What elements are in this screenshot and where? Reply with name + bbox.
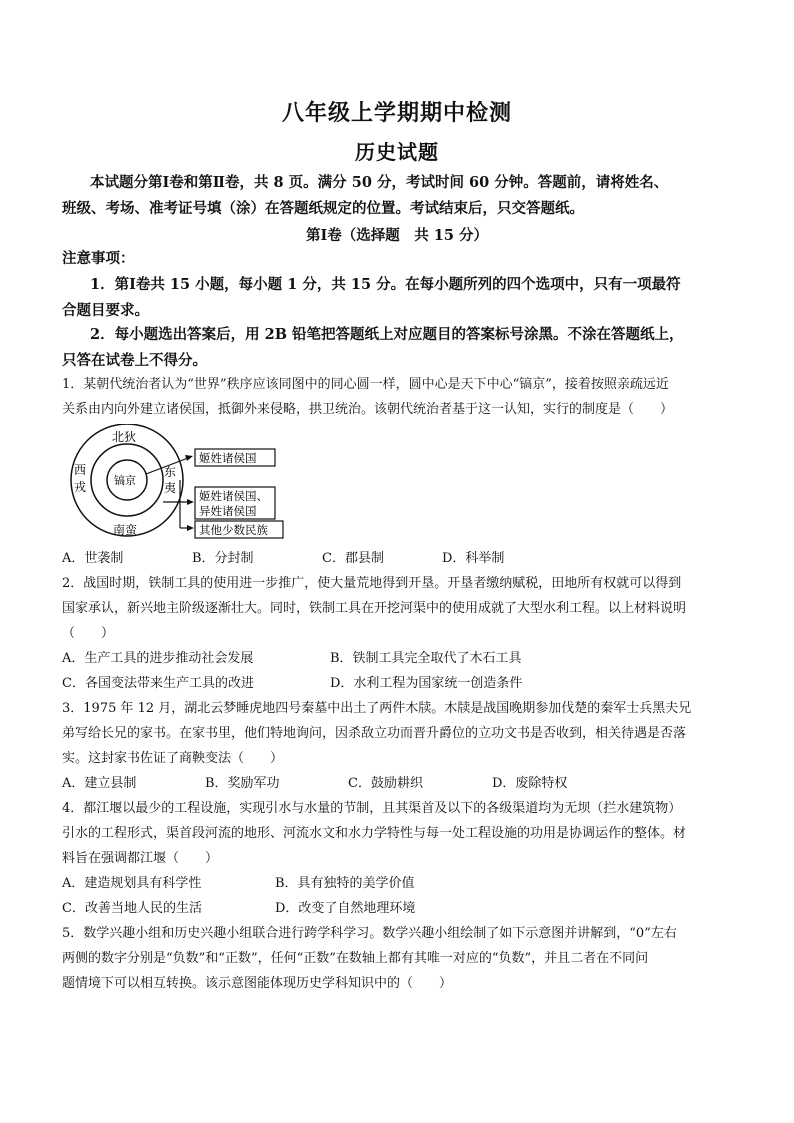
- question-2-options: [62, 646, 742, 696]
- option-c[interactable]: C．郡县制: [322, 551, 384, 566]
- option-a[interactable]: A．世袭制: [62, 551, 124, 566]
- note-2-line-2: 只答在试卷上不得分。: [62, 352, 207, 369]
- exam-title: 八年级上学期期中检测: [281, 100, 512, 126]
- question-text-line: 1．某朝代统治者认为“世界”秩序应该同图中的同心圆一样，圆中心是天下中心“镐京”，接着按照亲疏远近: [62, 377, 669, 392]
- question-text-line: 引水的工程形式，渠首段河流的地形、河流水文和水力学特性与每一处工程设施的功用是协调运作的整体。材: [62, 826, 687, 841]
- label-center: 镐京: [114, 474, 136, 487]
- question-text-line: 5．数学兴趣小组和历史兴趣小组联合进行跨学科学习。数学兴趣小组绘制了如下示意图并讲解到，“0”左右: [62, 926, 677, 941]
- note-1-line-2: 合题目要求。: [62, 302, 149, 319]
- question-3: [62, 696, 742, 771]
- question-text-line: 2．战国时期，铁制工具的使用进一步推广，使大量荒地得到开垦。开垦者缴纳赋税，田地所有权就可以得到: [62, 576, 682, 591]
- option-c[interactable]: C．鼓励耕织: [348, 776, 423, 791]
- question-5: [62, 921, 742, 996]
- label-west-2: 戎: [74, 480, 87, 494]
- question-text-line: 4．都江堰以最少的工程设施，实现引水与水量的节制，且其渠首及以下的各级渠道均为无坝（拦水建筑物）: [62, 801, 682, 816]
- question-text-line: 国家承认，新兴地主阶级逐渐壮大。同时，铁制工具在开挖河渠中的使用成就了大型水利工程。以上材料说明: [62, 601, 687, 616]
- option-c[interactable]: C．各国变法带来生产工具的改进: [62, 676, 254, 691]
- label-west-1: 西: [74, 463, 87, 477]
- label-east-1: 东: [164, 465, 177, 479]
- option-b[interactable]: B．分封制: [192, 551, 254, 566]
- concentric-circle-diagram: [68, 424, 288, 544]
- question-2: [62, 571, 742, 646]
- label-north: 北狄: [112, 430, 137, 444]
- question-text-line: 题情境下可以相互转换。该示意图能体现历史学科知识中的（ ）: [62, 976, 453, 991]
- notes-label: 注意事项：: [62, 250, 135, 267]
- box-1-text: 姬姓诸侯国: [199, 451, 257, 465]
- option-a[interactable]: A．建造规划具有科学性: [62, 876, 202, 891]
- question-1: [62, 372, 742, 422]
- arrow-head-1: [185, 455, 193, 461]
- option-d[interactable]: D．废除特权: [492, 776, 568, 791]
- question-text-line: 实。这封家书佐证了商鞅变法（ ）: [62, 751, 284, 766]
- intro-line-2: 班级、考场、准考证号填（涂）在答题纸规定的位置。考试结束后，只交答题纸。: [62, 200, 584, 217]
- label-east-2: 夷: [164, 481, 177, 495]
- question-text-line: 3．1975 年 12 月，湖北云梦睡虎地四号秦墓中出土了两件木牍。木牍是战国晚期参加伐楚的秦军士兵黑夫兄: [62, 701, 692, 716]
- section-heading: 第Ⅰ卷（选择题 共 15 分）: [305, 227, 489, 244]
- question-text-line: 料旨在强调都江堰（ ）: [62, 851, 219, 866]
- label-south: 南蛮: [113, 523, 138, 537]
- note-2-line-1: 2．每小题选出答案后，用 2B 铅笔把答题纸上对应题目的答案标号涂黑。不涂在答题纸上，: [90, 326, 684, 343]
- arrow-head-2: [187, 499, 194, 505]
- question-text-line: 两侧的数字分别是“负数”和“正数”，任何“正数”在数轴上都有其唯一对应的“负数”，并且二者在不同问: [62, 951, 649, 966]
- option-c[interactable]: C．改善当地人民的生活: [62, 901, 202, 916]
- note-1-line-1: 1．第Ⅰ卷共 15 小题，每小题 1 分，共 15 分。在每小题所列的四个选项中，只有一项最符: [90, 276, 681, 293]
- option-d[interactable]: D．水利工程为国家统一创造条件: [330, 676, 523, 691]
- arrow-head-3: [187, 525, 194, 531]
- option-a[interactable]: A．生产工具的进步推动社会发展: [62, 651, 254, 666]
- option-a[interactable]: A．建立县制: [62, 776, 137, 791]
- option-d[interactable]: D．科举制: [442, 551, 505, 566]
- option-b[interactable]: B．具有独特的美学价值: [275, 876, 415, 891]
- question-text-line: 弟写给长兄的家书。在家书里，他们特地询问，因杀敌立功而晋升爵位的立功文书是否收到，相关待遇是否落: [62, 726, 687, 741]
- box-2-text-a: 姬姓诸侯国、: [199, 489, 268, 503]
- question-4: [62, 796, 742, 871]
- question-text-line: （ ）: [62, 626, 115, 641]
- question-text-line: 关系由内向外建立诸侯国，抵御外来侵略，拱卫统治。该朝代统治者基于这一认知，实行的制度是（ ）: [62, 402, 674, 417]
- option-d[interactable]: D．改变了自然地理环境: [275, 901, 416, 916]
- option-b[interactable]: B．铁制工具完全取代了木石工具: [330, 651, 522, 666]
- exam-subject: 历史试题: [355, 140, 439, 164]
- question-4-options: [62, 871, 742, 921]
- intro-line-1: 本试题分第Ⅰ卷和第Ⅱ卷，共 8 页。满分 50 分，考试时间 60 分钟。答题前，请将姓名、: [90, 174, 669, 191]
- question-1-options: [62, 546, 742, 571]
- question-3-options: [62, 771, 742, 796]
- box-2-text-b: 异姓诸侯国: [199, 504, 257, 518]
- box-3-text: 其他少数民族: [199, 523, 268, 537]
- option-b[interactable]: B．奖励军功: [205, 776, 280, 791]
